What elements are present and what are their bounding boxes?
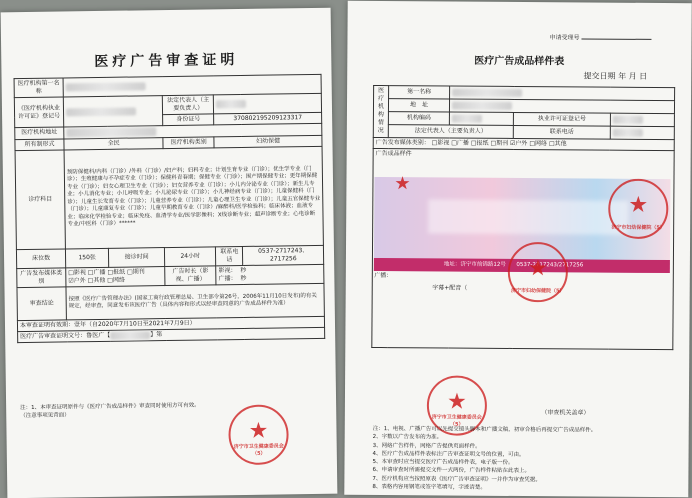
label-license: 《医疗机构执业许可证》登记号 <box>14 97 63 128</box>
seal-star-icon: ★ <box>394 173 411 195</box>
value-id-no: 370802195209123317 <box>214 113 322 126</box>
label-org-name: 医疗机构第一名称 <box>14 78 63 98</box>
value-legal-rep <box>214 94 322 115</box>
label-legal-rep: 法定代表人（主要负责人） <box>163 95 214 115</box>
label-org-section: 医疗机构情况 <box>373 85 388 137</box>
sample-form-title: 医疗广告成品样件表 <box>474 55 565 68</box>
label-address: 地 址 <box>388 98 449 111</box>
label-conclusion: 审查结论 <box>17 287 66 321</box>
value-duration: 影视： 秒 广播： 秒 <box>216 264 324 285</box>
official-seal-right: ★ 济宁市卫生健康委员会（5） <box>427 375 487 435</box>
seal-star-icon: ★ <box>248 418 269 444</box>
label-first-name: 第一名称 <box>389 86 450 99</box>
label-category: 医疗机构类别 <box>163 136 214 148</box>
submit-date: 提交日期 年 月 日 <box>583 71 648 81</box>
value-category: 妇幼保健 <box>214 135 322 148</box>
application-number: 申请受理号 <box>550 32 652 42</box>
seal-star-icon: ★ <box>527 256 548 282</box>
label-media: 广告发布媒体类别 <box>17 268 66 288</box>
value-phone: 0537-2717243、2717256 <box>243 245 324 265</box>
row-valid: 本审查证明有效期：壹年（自2020年7月10日至2021年7月9日） <box>17 316 324 331</box>
row-number: 医疗广告审查证明文号：鲁医广【 】第 <box>18 327 325 342</box>
label-id-no: 身份证号 <box>163 114 214 126</box>
sample-form-sheet <box>344 1 691 497</box>
label-legal-rep: 法定代表人（主要负责人） <box>388 124 513 138</box>
label-org-code: 机构编码 <box>388 111 449 124</box>
label-beds: 床位数 <box>16 249 65 269</box>
certificate-notes: 注：1、本审查证明原件与《医疗广告成品样件》审查同时使用方可有效。 （注意事项见背面） <box>20 402 200 420</box>
certificate-table <box>14 74 326 343</box>
value-conclusion: 按照《医疗广告管理办法》(国家工商行政管理总局、卫生部令第26号，2006年11月10日发布)的有关规定，经审查，同意发布该医疗广告（具体内容和形式以经审查同意的广告成品样件为准） <box>66 283 324 320</box>
label-phone: 联系电话 <box>513 125 610 139</box>
value-license <box>63 96 163 128</box>
label-subjects: 诊疗科目 <box>15 150 65 250</box>
sample-form-notes: 注：1、电视、广播广告可以先提交镜头脚本和广播文稿，初审合格后再提交广告成品样件。 2、字数以广告发布的为准。 3、网络广告样件，网络广告提供页面样件。 4、医疗广告成品样件表标注广告审查证明文号的位置，可由。 5、本审查时应当提交医疗广告成品样件表，电子版一份。 6、申请审查时所需提交文件一式两份，广告样件粘贴在此表上。 7、医疗机构应当按照原表《医疗广告审查证明》一并作为审查凭据。 8、表格内容用钢笔或签字笔填写，字迹清楚。 <box>372 425 597 491</box>
label-phone: 联系电话 <box>216 246 243 266</box>
value-service-time: 24小时 <box>165 247 216 267</box>
row-media-options: 广告发布媒体类别： □影视 □广播 □报纸 □期刊 ☑户外 □网络 □其他 <box>373 137 674 150</box>
seal-star-icon: ★ <box>628 192 649 218</box>
ad-banner-bar: 地址：济宁市前锦路12号 0537-2717243/2717256 <box>374 258 670 273</box>
label-license: 执业许可证登记号 <box>513 112 610 126</box>
cross-page-seal: ★ 济宁市妇幼保健院（5） <box>508 242 568 302</box>
label-duration: 广告时长（影视、广播） <box>165 266 216 286</box>
value-media-options: □影视 □广播 □报纸 □期刊 ☑户外 □其他 □网络 <box>66 266 165 287</box>
label-address: 医疗机构地址 <box>15 127 64 139</box>
value-subjects: 预防保健科/内科（门诊）/外科（门诊）/妇产科；妇科专业；计划生育专业（门诊）；优生学专业（门诊）；生殖健康与不孕症专业（门诊）；保健科青春期；保健专业（门诊）；围产期保健专业；更年期保健专业（门诊）；妇女心理卫生专业（门诊）；妇女营养专业（门诊）；小儿内分泌专业（门诊）；新生儿专业；小儿消化专业；小儿呼吸专业；小儿泌尿专业（门诊）；小儿神经病专业（门诊）；儿童保健科（门诊）；儿童生长发育专业（门诊）；儿童营养专业（门诊）；儿童心理卫生专业（门诊）；儿童五官保健专业（门诊）；儿童康复专业（门诊）；儿童早期教育专业（门诊）/麻醉科/医学检验科；临床体液；血液专业；临床化学检验专业；临床免疫、血清学专业/医学影像科；X线诊断专业；超声诊断专业；心电诊断专业/中医科（门诊）****** <box>64 146 323 249</box>
hospital-seal: ★ 济宁市妇幼保健院（5） <box>608 179 668 239</box>
label-ownership: 所有制形式 <box>15 139 64 151</box>
review-certificate-sheet <box>1 8 338 498</box>
seal-star-icon: ★ <box>446 389 467 415</box>
value-beds: 150张 <box>65 248 109 268</box>
label-service-time: 接诊时间 <box>109 247 165 267</box>
value-ownership: 全民 <box>64 137 163 149</box>
certificate-title: 医疗广告审查证明 <box>94 52 239 71</box>
row-sample: 广告成品样件 广播： 字幕+配音（ （审查机关盖章） <box>372 148 674 349</box>
official-seal: ★ 济宁市卫生健康委员会（5） <box>228 404 289 465</box>
